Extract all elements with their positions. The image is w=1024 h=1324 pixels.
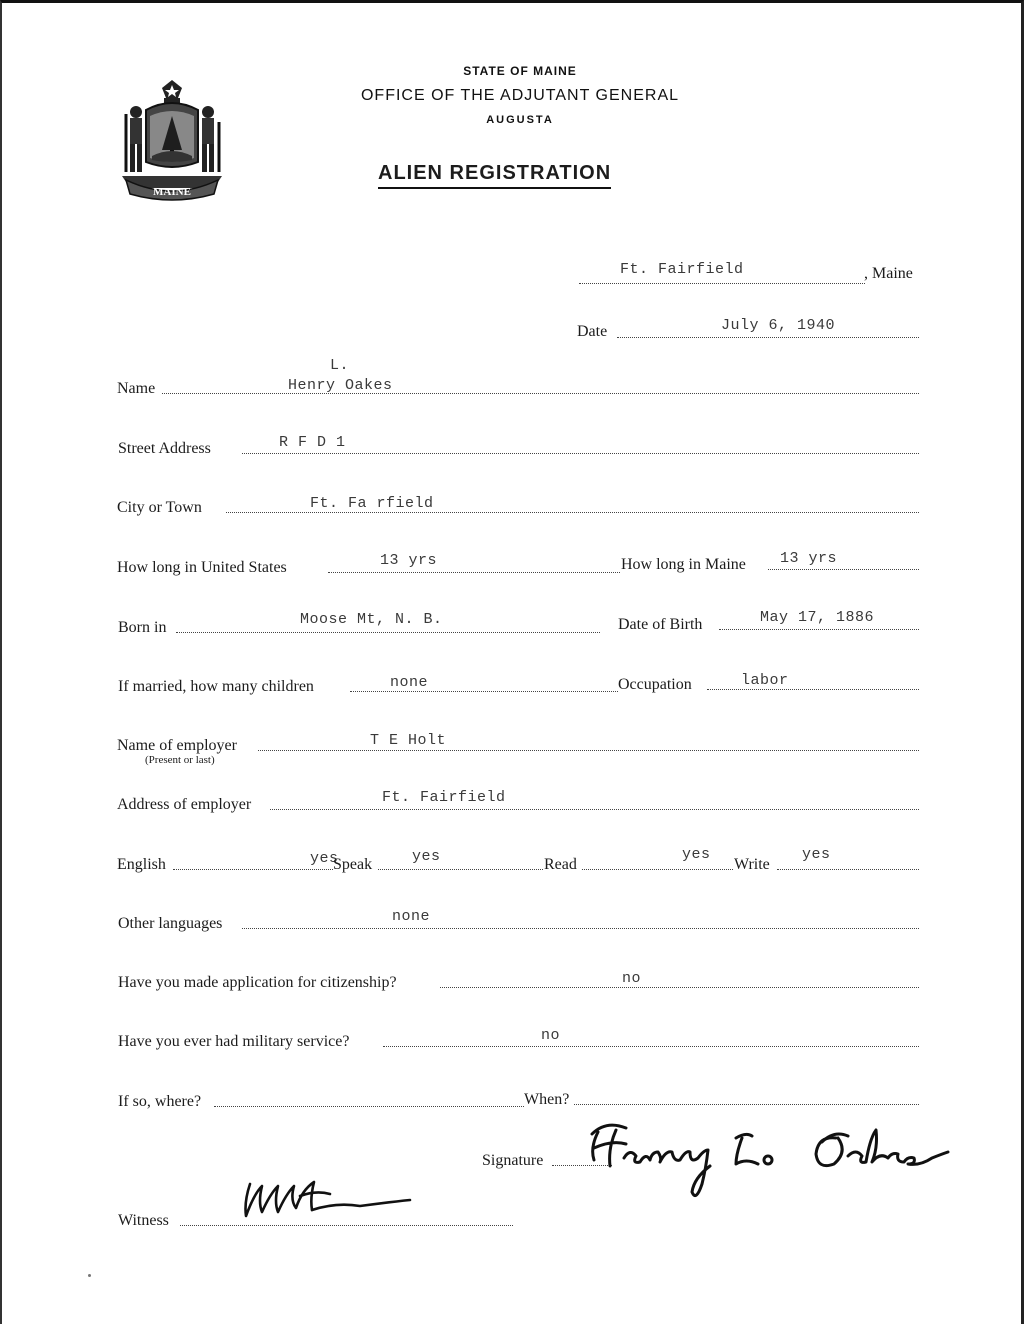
maine-state-seal [116, 76, 228, 204]
date-of-birth-value: May 17, 1886 [760, 609, 875, 626]
witness-label: Witness [118, 1212, 169, 1229]
speak-line [378, 869, 543, 870]
middle-initial-value: L. [330, 357, 350, 374]
town-value: Ft. Fairfield [620, 261, 744, 278]
how-long-us-label: How long in United States [117, 559, 287, 576]
name-label: Name [117, 380, 156, 397]
born-in-line [176, 632, 600, 633]
city-label: City or Town [117, 499, 202, 516]
city-line [226, 512, 919, 513]
english-value: yes [310, 850, 339, 867]
form-title: ALIEN REGISTRATION [378, 161, 611, 189]
date-line [617, 337, 919, 338]
name-value: Henry Oakes [288, 377, 393, 394]
born-in-label: Born in [118, 619, 167, 636]
signature-label: Signature [482, 1152, 544, 1169]
how-long-maine-label: How long in Maine [621, 556, 746, 573]
read-label: Read [544, 856, 577, 873]
read-value: yes [682, 846, 711, 863]
write-line [777, 869, 919, 870]
military-value: no [541, 1027, 561, 1044]
how-long-us-value: 13 yrs [380, 552, 438, 569]
seal-lettering: MAINE [153, 186, 191, 198]
english-label: English [117, 856, 166, 873]
date-of-birth-label: Date of Birth [618, 616, 703, 633]
children-value: none [390, 674, 429, 691]
employer-address-label: Address of employer [117, 796, 252, 813]
military-label: Have you ever had military service? [118, 1033, 350, 1050]
employer-name-value: T E Holt [370, 732, 447, 749]
how-long-maine-line [768, 569, 919, 570]
children-line [350, 691, 618, 692]
witness-signature [240, 1172, 420, 1226]
street-address-line [242, 453, 919, 454]
paper-speck [88, 1274, 91, 1277]
maine-label: , Maine [864, 265, 913, 282]
citizenship-line [440, 987, 919, 988]
read-line [582, 869, 733, 870]
how-long-us-line [328, 572, 620, 573]
street-address-value: R F D 1 [279, 434, 346, 451]
if-so-where-line [214, 1106, 524, 1107]
date-label: Date [577, 323, 608, 340]
write-label: Write [734, 856, 770, 873]
date-of-birth-line [719, 629, 919, 630]
header-state: STATE OF MAINE [463, 64, 577, 78]
speak-value: yes [412, 848, 441, 865]
other-languages-label: Other languages [118, 915, 223, 932]
how-long-maine-value: 13 yrs [780, 550, 838, 567]
citizenship-value: no [622, 970, 642, 987]
street-address-label: Street Address [118, 440, 211, 457]
header-city: AUGUSTA [486, 114, 554, 126]
name-line [162, 393, 919, 394]
employer-name-line [258, 750, 919, 751]
employer-name-label: Name of employer [117, 737, 237, 754]
signature-henry-oakes [586, 1108, 956, 1212]
children-label: If married, how many children [118, 678, 314, 695]
when-label: When? [524, 1091, 570, 1108]
born-in-value: Moose Mt, N. B. [300, 611, 443, 628]
occupation-label: Occupation [618, 676, 692, 693]
header-office: OFFICE OF THE ADJUTANT GENERAL [360, 87, 680, 104]
other-languages-line [242, 928, 919, 929]
when-line [574, 1104, 919, 1105]
occupation-value: labor [741, 672, 789, 689]
citizenship-label: Have you made application for citizenship? [118, 974, 397, 991]
city-value: Ft. Fa rfield [310, 495, 434, 512]
employer-address-value: Ft. Fairfield [382, 789, 506, 806]
speak-label: Speak [333, 856, 373, 873]
if-so-where-label: If so, where? [118, 1093, 202, 1110]
employer-note: (Present or last) [145, 754, 215, 766]
military-line [383, 1046, 919, 1047]
employer-address-line [270, 809, 919, 810]
town-line [579, 283, 865, 284]
write-value: yes [802, 846, 831, 863]
date-value: July 6, 1940 [721, 317, 836, 334]
occupation-line [707, 689, 919, 690]
other-languages-value: none [392, 908, 431, 925]
english-line [173, 869, 333, 870]
